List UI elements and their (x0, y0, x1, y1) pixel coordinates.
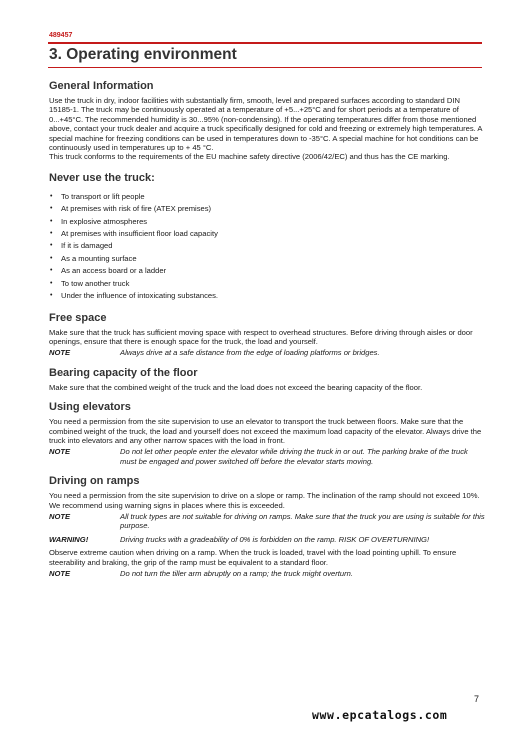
section-using-elevators (49, 401, 485, 466)
warning (49, 535, 485, 544)
section-bearing-capacity (49, 367, 485, 392)
document-id: 489457 (49, 32, 73, 39)
list-item: • To tow another truck (49, 278, 485, 290)
section-free-space (49, 312, 485, 358)
warning-label: WARNING! (49, 534, 89, 544)
list-item: • Under the influence of intoxicating substances. (49, 290, 485, 302)
section-heading: Using elevators (49, 401, 131, 414)
list-item: • To transport or lift people (49, 191, 485, 203)
note (49, 569, 485, 578)
note-label: NOTE (49, 447, 71, 457)
note-text: Always drive at a safe distance from the edge of loading platforms or bridges. (120, 348, 380, 358)
note-label: NOTE (49, 511, 71, 521)
list-item: • At premises with insufficient floor load capacity (49, 228, 485, 240)
section-heading: Never use the truck: (49, 171, 155, 184)
paragraph: Make sure that the truck has sufficient moving space with respect to overhead structures. Before driving through aisles or door openings, ensure that there is enough space for the truck, the load and yourself. (49, 327, 473, 346)
note-text: Do not turn the tiller arm abruptly on a ramp; the truck might overturn. (120, 569, 353, 578)
page-number: 7 (474, 694, 480, 704)
list-item: • As an access board or a ladder (49, 265, 485, 277)
list-item: • At premises with risk of fire (ATEX premises) (49, 203, 485, 215)
note-label: NOTE (49, 348, 71, 358)
note-text: Do not let other people enter the elevator while driving the truck in or out. The parking brake of the truck must be engaged and power switched off before the elevator starts moving. (120, 447, 468, 466)
chapter-title: 3. Operating environment (49, 46, 237, 63)
note (49, 348, 485, 357)
section-heading: Driving on ramps (49, 475, 140, 488)
page-content (49, 80, 485, 587)
list-item: • As a mounting surface (49, 253, 485, 265)
section-heading: Bearing capacity of the floor (49, 366, 198, 379)
warning-text: Driving trucks with a gradeability of 0% is forbidden on the ramp. RISK OF OVERTURNING! (120, 534, 430, 544)
list-item: • If it is damaged (49, 240, 485, 252)
section-general-information (49, 80, 485, 162)
note (49, 447, 485, 466)
section-heading: Free space (49, 311, 107, 324)
watermark-link[interactable]: www.epcatalogs.com (312, 708, 448, 722)
section-never-use (49, 172, 485, 303)
paragraph: Observe extreme caution when driving on a ramp. When the truck is loaded, travel with the load pointing uphill. To ensure steerability and braking, the grip of the ramp must be equivalent to a standard floor. (49, 548, 457, 567)
note (49, 512, 485, 531)
note-label: NOTE (49, 569, 71, 578)
list-item: • In explosive atmospheres (49, 216, 485, 228)
paragraph: Use the truck in dry, indoor facilities with substantially firm, smooth, level and prepared surfaces according to standard DIN 15185-1. The truck may be continuously operated at a temperature of +5...+25°C and for short periods at a temperature of 0...+45°C. The recommended humidity is 30...95% (non-condensing). If the operating temperatures differ from those mentioned above, contact your truck dealer and acquire a truck specifically designed for cold and freezing or extremely high temperatures. A special machine for freezing conditions can be used in temperatures down to -35°C. A special machine for hot conditions can be continuously used in temperatures up to + 45 °C. (49, 96, 483, 153)
chapter-title-bar (48, 42, 482, 68)
paragraph: You need a permission from the site supervision to drive on a slope or ramp. The inclination of the ramp should not exceed 10%. We recommend using warning signs in places where this is exceeded. (49, 491, 480, 510)
note-text: All truck types are not suitable for driving on ramps. Make sure that the truck you are using is suitable for this purpose. (120, 511, 485, 531)
section-driving-on-ramps (49, 475, 485, 578)
never-use-list (49, 191, 485, 303)
section-heading: General Information (49, 80, 154, 92)
paragraph: Make sure that the combined weight of the truck and the load does not exceed the bearing capacity of the floor. (49, 382, 423, 392)
paragraph: You need a permission from the site supervision to use an elevator to transport the truck between floors. Make sure that the combined weight of the truck, the load and yourself does not exceed the maximum load capacity of the elevator. Always drive the truck into elevators and any other narrow spaces with the load in front. (49, 417, 482, 445)
paragraph: This truck conforms to the requirements of the EU machine safety directive (2006/42/EC) and thus has the CE marking. (49, 152, 450, 162)
